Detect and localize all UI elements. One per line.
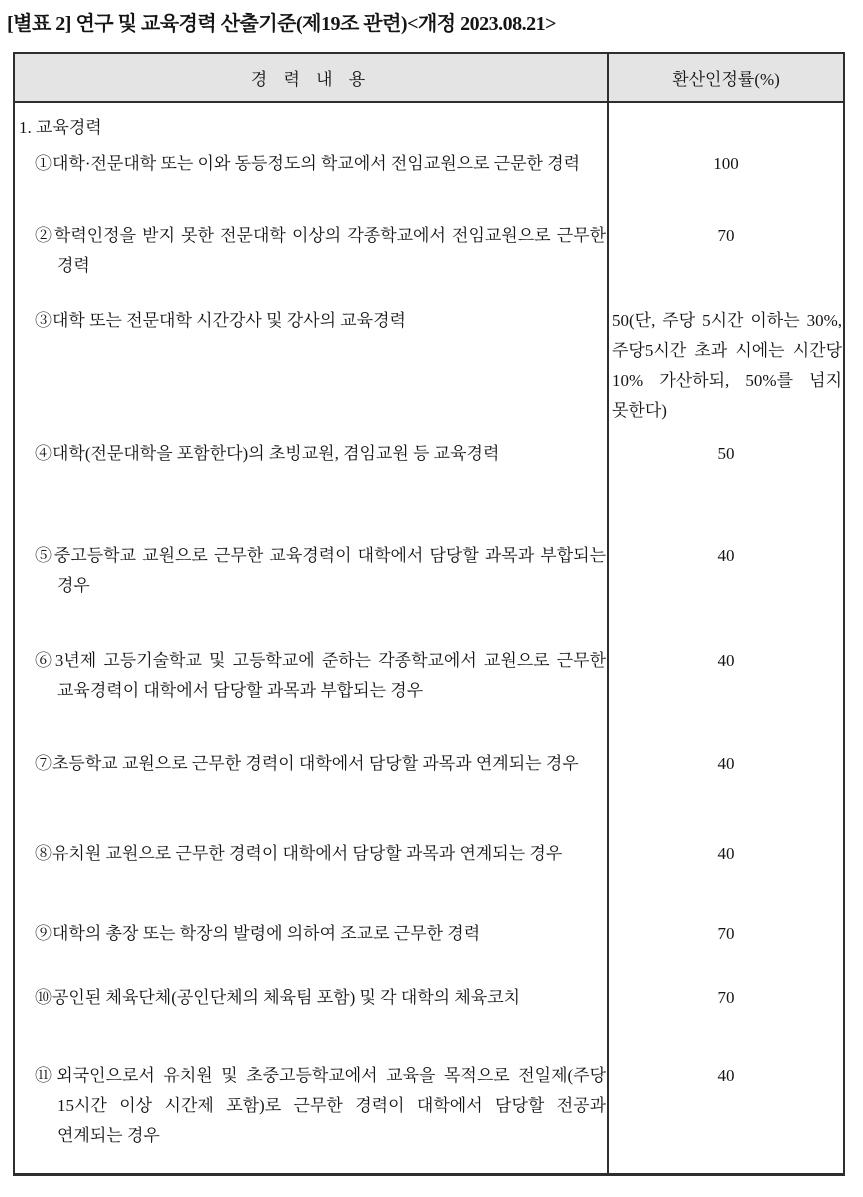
- conversion-rate-cell: 70: [717, 226, 735, 245]
- career-content-cell: ⑥3년제 고등기술학교 및 고등학교에 준하는 각종학교에서 교원으로 근무한 교육경력이 대학에서 담당할 과목과 부합되는 경우: [15, 640, 609, 743]
- career-content-cell: ①대학·전문대학 또는 이와 동등정도의 학교에서 전임교원으로 근문한 경력: [15, 143, 609, 215]
- career-content-cell: ⑨대학의 총장 또는 학장의 발령에 의하여 조교로 근무한 경력: [15, 913, 609, 977]
- conversion-rate-cell: 40: [717, 546, 735, 565]
- conversion-rate-cell: 70: [717, 988, 735, 1007]
- table-row: [15, 1055, 843, 1173]
- table-row: [15, 977, 843, 1055]
- table-row: [15, 535, 843, 640]
- conversion-rate-cell: 40: [717, 651, 735, 670]
- career-content-cell: ⑤중고등학교 교원으로 근무한 교육경력이 대학에서 담당할 과목과 부합되는 경우: [15, 535, 609, 640]
- table-row: [15, 640, 843, 743]
- rate-cell-empty: [609, 103, 843, 143]
- career-content-cell: ②학력인정을 받지 못한 전문대학 이상의 각종학교에서 전임교원으로 근무한 경력: [15, 215, 609, 300]
- career-content-cell: ⑦초등학교 교원으로 근무한 경력이 대학에서 담당할 과목과 연계되는 경우: [15, 743, 609, 833]
- column-header-conversion-rate: 환산인정률(%): [672, 70, 780, 89]
- conversion-rate-cell: 40: [717, 1066, 735, 1085]
- column-header-career-content: 경 력 내 용: [15, 54, 609, 101]
- conversion-rate-cell: 100: [713, 154, 739, 173]
- table-row: [15, 913, 843, 977]
- table-row: [15, 743, 843, 833]
- conversion-rate-cell: 70: [717, 924, 735, 943]
- conversion-rate-cell: 50: [717, 444, 735, 463]
- table-row: [15, 143, 843, 215]
- table-row: [15, 300, 843, 433]
- section-row: [15, 103, 843, 143]
- table-header-row: [15, 54, 843, 103]
- career-content-cell: ③대학 또는 전문대학 시간강사 및 강사의 교육경력: [15, 300, 609, 433]
- career-criteria-table: [13, 52, 845, 1176]
- table-row: [15, 433, 843, 535]
- career-content-cell: ⑧유치원 교원으로 근무한 경력이 대학에서 담당할 과목과 연계되는 경우: [15, 833, 609, 913]
- career-content-cell: ④대학(전문대학을 포함한다)의 초빙교원, 겸임교원 등 교육경력: [15, 433, 609, 535]
- conversion-rate-cell: 40: [717, 844, 735, 863]
- section-label-education-career: 1. 교육경력: [15, 103, 609, 143]
- conversion-rate-cell: 50(단, 주당 5시간 이하는 30%, 주당5시간 초과 시에는 시간당 10% 가산하되, 50%를 넘지 못한다): [612, 311, 842, 420]
- table-rows: [15, 143, 843, 1173]
- table-row: [15, 833, 843, 913]
- table-body: [15, 103, 843, 1173]
- career-content-cell: ⑩공인된 체육단체(공인단체의 체육팀 포함) 및 각 대학의 체육코치: [15, 977, 609, 1055]
- document-title: [별표 2] 연구 및 교육경력 산출기준(제19조 관련)<개정 2023.08.21>: [7, 13, 557, 35]
- table-row: [15, 215, 843, 300]
- conversion-rate-cell: 40: [717, 754, 735, 773]
- career-content-cell: ⑪외국인으로서 유치원 및 초중고등학교에서 교육을 목적으로 전일제(주당 15시간 이상 시간제 포함)로 근무한 경력이 대학에서 담당할 전공과 연계되는 경우: [15, 1055, 609, 1173]
